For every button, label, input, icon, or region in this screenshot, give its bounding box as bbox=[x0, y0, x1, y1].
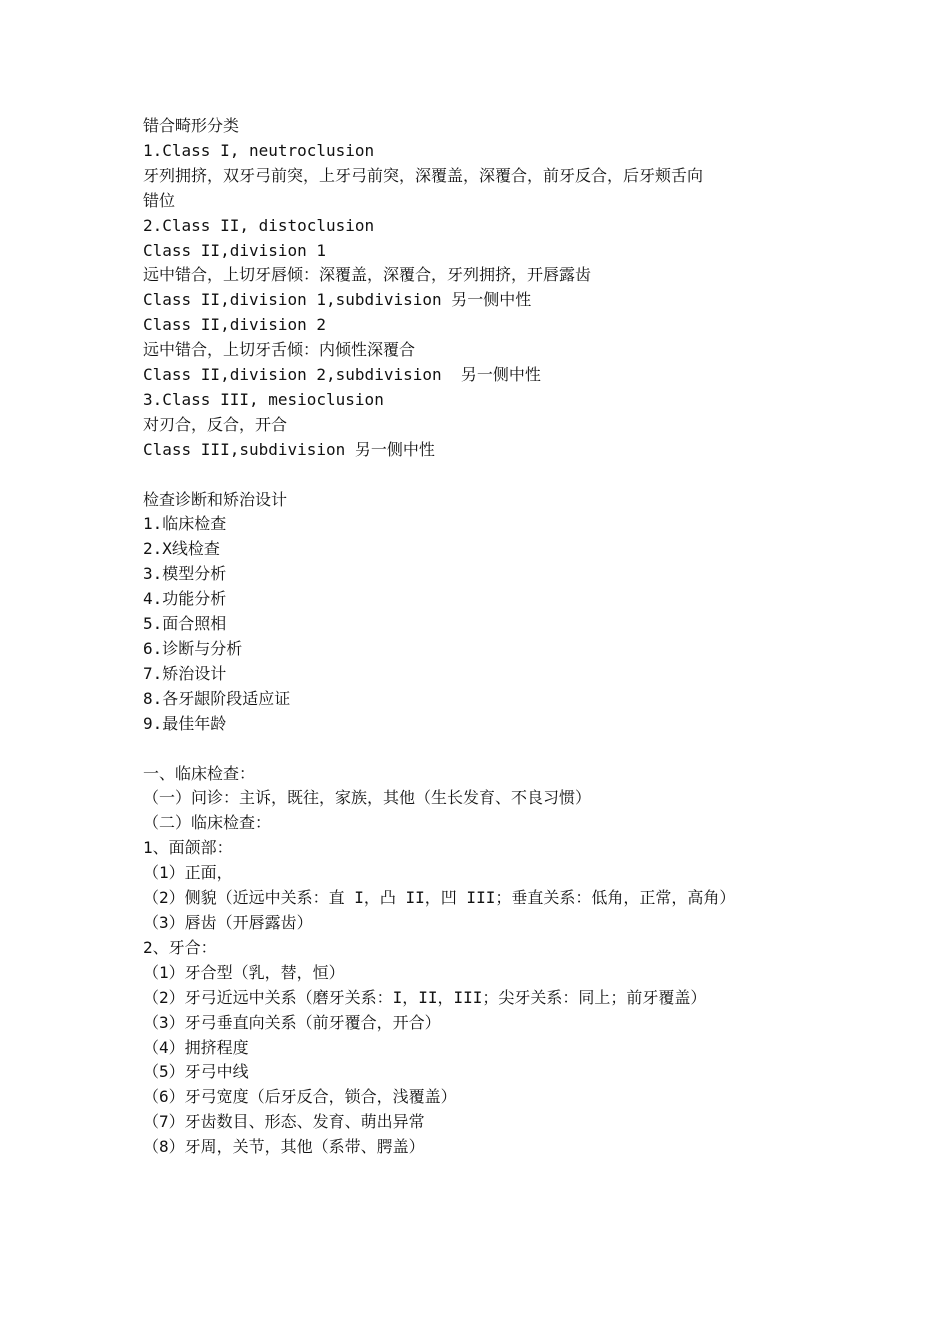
text-line: （一）问诊：主诉，既往，家族，其他（生长发育、不良习惯） bbox=[143, 788, 592, 808]
text-line: 2、牙合： bbox=[143, 937, 217, 957]
text-line: （2）牙弓近远中关系（磨牙关系：I，II，III；尖牙关系：同上；前牙覆盖） bbox=[143, 987, 707, 1007]
document-page bbox=[143, 114, 823, 1160]
text-line: 牙列拥挤，双牙弓前突，上牙弓前突，深覆盖，深覆合，前牙反合，后牙颊舌向 bbox=[143, 165, 704, 185]
blank-line bbox=[143, 737, 823, 762]
text-line: Class II,division 2,subdivision 另一侧中性 bbox=[143, 365, 541, 385]
section-title: 一、临床检查： bbox=[143, 763, 256, 783]
text-line: Class II,division 1,subdivision 另一侧中性 bbox=[143, 290, 532, 310]
list-item: 4.功能分析 bbox=[143, 589, 227, 609]
text-line: 2.Class II, distoclusion bbox=[143, 215, 375, 235]
text-line: （7）牙齿数目、形态、发育、萌出异常 bbox=[143, 1112, 425, 1132]
text-line: （5）牙弓中线 bbox=[143, 1062, 249, 1082]
text-line: Class III,subdivision 另一侧中性 bbox=[143, 439, 435, 459]
list-item: 5.面合照相 bbox=[143, 614, 227, 634]
list-item: 8.各牙龈阶段适应证 bbox=[143, 688, 291, 708]
text-line: （3）牙弓垂直向关系（前牙覆合，开合） bbox=[143, 1012, 441, 1032]
text-line: （4）拥挤程度 bbox=[143, 1037, 249, 1057]
section-title: 错合畸形分类 bbox=[143, 116, 240, 135]
text-line: Class II,division 2 bbox=[143, 315, 327, 335]
text-line: 对刃合，反合，开合 bbox=[143, 414, 288, 434]
section-title: 检查诊断和矫治设计 bbox=[143, 489, 288, 509]
text-line: （1）牙合型（乳，替，恒） bbox=[143, 962, 345, 982]
text-line: （二）临床检查： bbox=[143, 813, 272, 833]
list-item: 3.模型分析 bbox=[143, 564, 227, 584]
text-line: （1）正面， bbox=[143, 863, 233, 883]
list-item: 2.X线检查 bbox=[143, 539, 220, 559]
text-line: 远中错合，上切牙唇倾：深覆盖，深覆合，牙列拥挤，开唇露齿 bbox=[143, 265, 592, 285]
text-line: （3）唇齿（开唇露齿） bbox=[143, 912, 313, 932]
text-line: 1、面颌部： bbox=[143, 838, 233, 858]
text-line: （6）牙弓宽度（后牙反合，锁合，浅覆盖） bbox=[143, 1087, 457, 1107]
text-line: 远中错合，上切牙舌倾：内倾性深覆合 bbox=[143, 340, 416, 360]
blank-line bbox=[143, 463, 823, 488]
list-item: 6.诊断与分析 bbox=[143, 639, 243, 659]
section-clinical-examination bbox=[143, 762, 823, 1161]
list-item: 7.矫治设计 bbox=[143, 663, 227, 683]
list-item: 9.最佳年龄 bbox=[143, 713, 227, 733]
text-line: 错位 bbox=[143, 190, 176, 210]
section-diagnosis-and-treatment-design bbox=[143, 488, 823, 737]
list-item: 1.临床检查 bbox=[143, 514, 227, 534]
text-line: 3.Class III, mesioclusion bbox=[143, 389, 384, 409]
section-malocclusion-classification bbox=[143, 114, 823, 463]
text-line: （2）侧貌（近远中关系：直 I，凸 II，凹 III；垂直关系：低角，正常，高角） bbox=[143, 888, 736, 908]
text-line: （8）牙周，关节，其他（系带、腭盖） bbox=[143, 1137, 425, 1157]
text-line: 1.Class I, neutroclusion bbox=[143, 140, 375, 160]
text-line: Class II,division 1 bbox=[143, 240, 327, 260]
